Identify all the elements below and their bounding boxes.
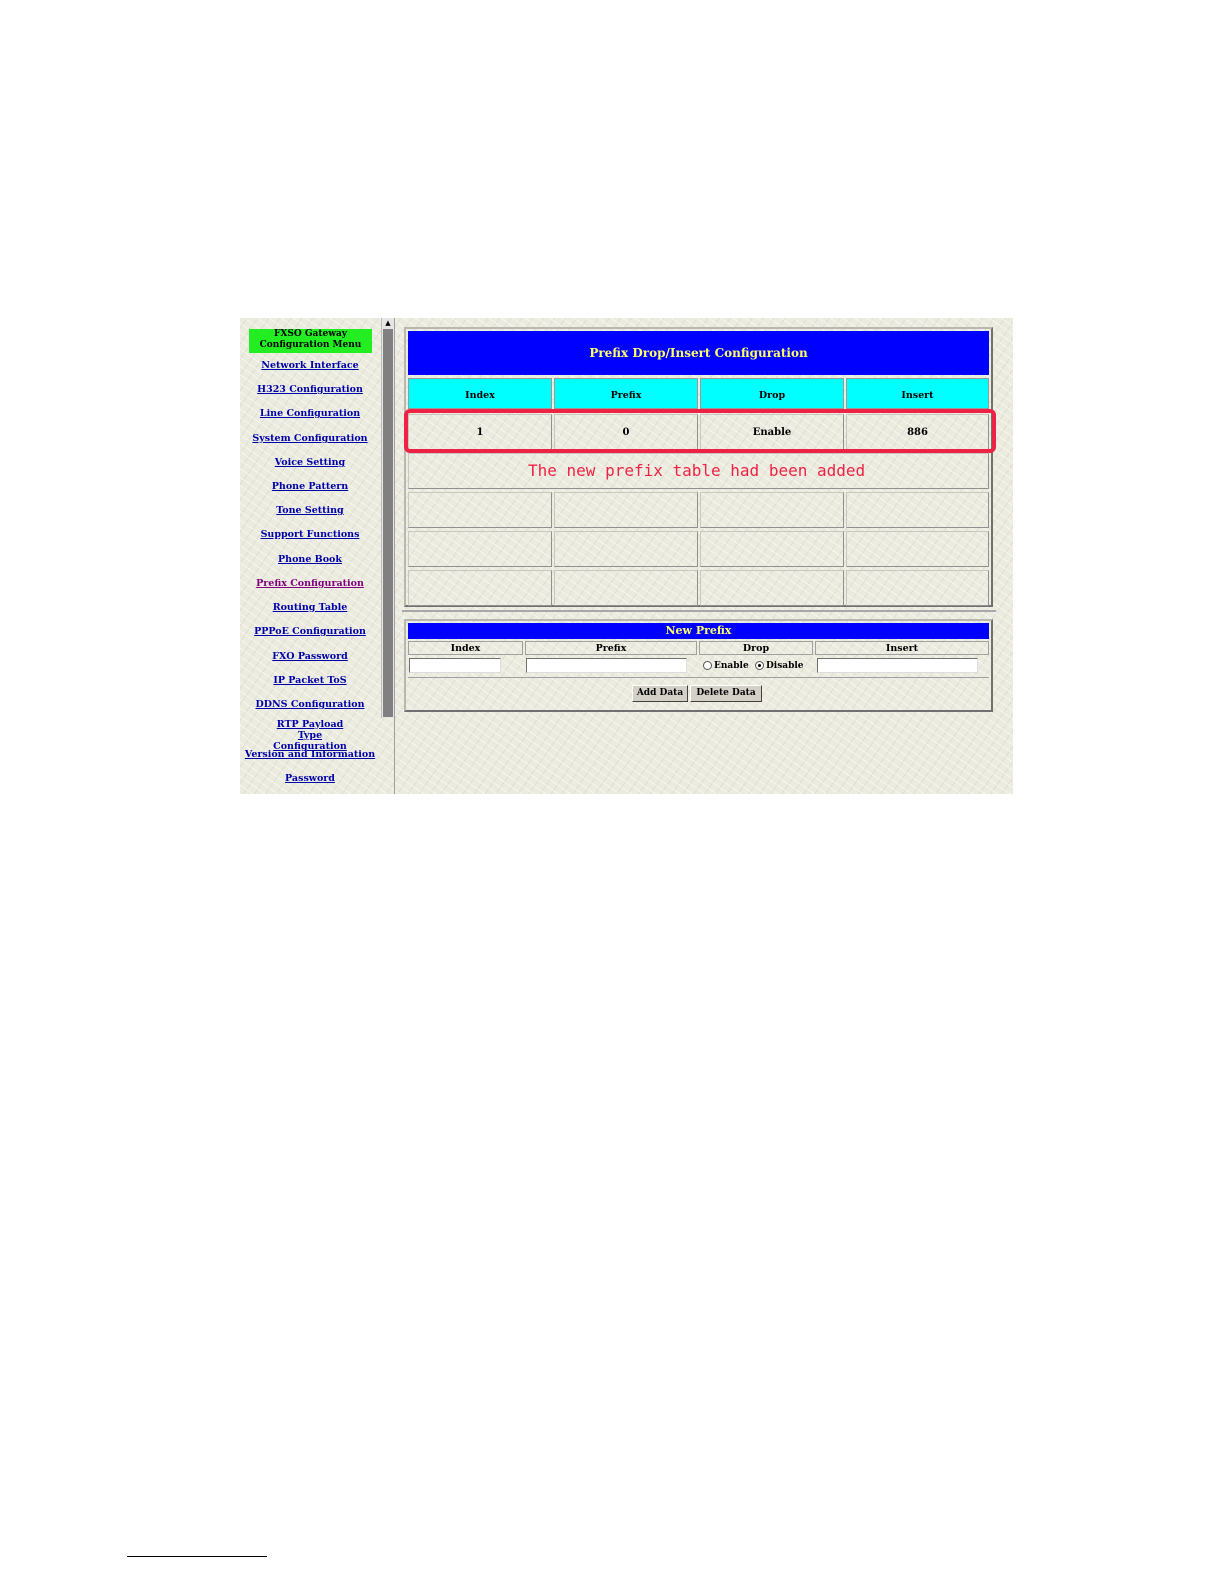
prefix-table-title: Prefix Drop/Insert Configuration — [408, 331, 989, 375]
drop-radio-group — [703, 659, 804, 673]
scroll-thumb[interactable] — [383, 329, 393, 717]
add-data-button[interactable]: Add Data — [632, 685, 688, 702]
scroll-up-arrow-icon[interactable]: ▲ — [382, 318, 394, 328]
table-cell: 886 — [846, 414, 989, 450]
annotation-text: The new prefix table had been added — [528, 461, 866, 480]
menu-item-h323-configuration[interactable]: H323 Configuration — [257, 384, 363, 395]
prefix-input[interactable] — [526, 658, 687, 673]
footnote-rule — [127, 1556, 267, 1557]
insert-input[interactable] — [817, 658, 978, 673]
menu-scrollbar[interactable] — [381, 318, 394, 718]
table-cell: 0 — [554, 414, 698, 450]
column-header-drop: Drop — [700, 378, 844, 409]
index-input[interactable] — [409, 658, 501, 673]
menu-item-line-configuration[interactable]: Line Configuration — [259, 408, 361, 419]
menu-item-network-interface[interactable]: Network Interface — [261, 360, 359, 371]
drop-enable-radio[interactable] — [703, 661, 712, 670]
table-cell — [554, 570, 698, 606]
column-header-insert: Insert — [846, 378, 989, 409]
new-prefix-header-index: Index — [408, 641, 523, 655]
table-cell: 1 — [408, 414, 552, 450]
menu-item-routing-table[interactable]: Routing Table — [272, 602, 348, 613]
menu-item-rtp-payload-type[interactable]: RTP Payload Type Configuration — [273, 719, 347, 752]
table-cell — [408, 531, 552, 567]
menu-item-phone-book[interactable]: Phone Book — [278, 554, 342, 565]
table-cell — [700, 570, 844, 606]
highlight-box — [404, 409, 996, 453]
table-cell — [408, 570, 552, 606]
menu-item-version-information[interactable]: Version and Information — [244, 749, 376, 760]
table-cell — [408, 492, 552, 528]
menu-item-pppoe-configuration[interactable]: PPPoE Configuration — [254, 626, 366, 637]
new-prefix-header-prefix: Prefix — [525, 641, 697, 655]
new-prefix-form — [404, 619, 993, 712]
menu-title: FXSO Gateway Configuration Menu — [249, 329, 372, 353]
table-divider — [402, 610, 996, 612]
menu-item-ddns-configuration[interactable]: DDNS Configuration — [255, 699, 365, 710]
delete-data-button[interactable]: Delete Data — [690, 685, 762, 702]
menu-item-support-functions[interactable]: Support Functions — [260, 529, 360, 540]
menu-item-system-configuration[interactable]: System Configuration — [252, 433, 368, 444]
form-divider — [408, 677, 989, 678]
menu-item-prefix-configuration[interactable]: Prefix Configuration — [256, 578, 364, 589]
table-cell — [700, 492, 844, 528]
table-cell — [846, 570, 989, 606]
column-header-prefix: Prefix — [554, 378, 698, 409]
menu-item-phone-pattern[interactable]: Phone Pattern — [271, 481, 349, 492]
table-cell — [846, 531, 989, 567]
menu-item-password[interactable]: Password — [285, 773, 335, 784]
table-cell — [554, 492, 698, 528]
new-prefix-title: New Prefix — [408, 623, 989, 639]
drop-enable-label: Enable — [714, 661, 749, 671]
drop-disable-label: Disable — [765, 661, 804, 671]
screenshot — [240, 318, 1013, 794]
menu-item-voice-setting[interactable]: Voice Setting — [274, 457, 346, 468]
table-cell — [846, 492, 989, 528]
new-prefix-header-insert: Insert — [815, 641, 989, 655]
table-cell: Enable — [700, 414, 844, 450]
new-prefix-header-drop: Drop — [699, 641, 813, 655]
column-header-index: Index — [408, 378, 552, 409]
frame-divider — [394, 318, 395, 794]
menu-item-ip-packet-tos[interactable]: IP Packet ToS — [273, 675, 347, 686]
table-cell — [554, 531, 698, 567]
config-menu — [240, 318, 380, 794]
menu-item-fxo-password[interactable]: FXO Password — [272, 651, 348, 662]
drop-disable-radio[interactable] — [755, 661, 764, 670]
menu-item-tone-setting[interactable]: Tone Setting — [276, 505, 344, 516]
table-cell — [700, 531, 844, 567]
